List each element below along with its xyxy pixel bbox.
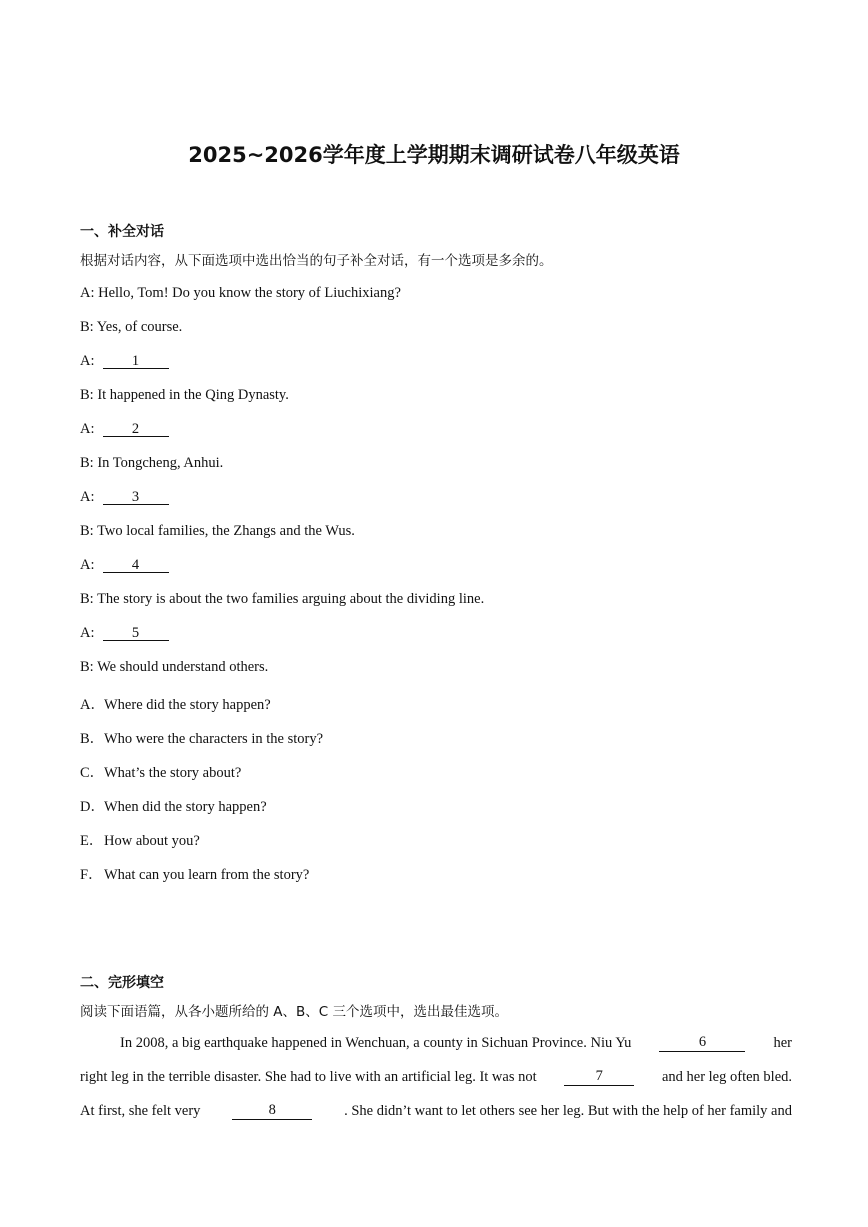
option-text: When did the story happen? [104, 799, 267, 815]
blank-8[interactable]: 8 [232, 1103, 312, 1120]
dialogue-line-blank [80, 557, 169, 574]
answer-blank-3[interactable]: 3 [103, 490, 169, 505]
dialogue-line: A: Hello, Tom! Do you know the story of Liuchixiang? [80, 285, 401, 301]
option-item [80, 727, 323, 748]
passage-text: In 2008, a big earthquake happened in Wenchuan, a county in Sichuan Province. Niu Yu [120, 1035, 632, 1051]
section-1-heading: 一、补全对话 [80, 224, 164, 240]
passage-text: right leg in the terrible disaster. She had to live with an artificial leg. It was not [80, 1069, 537, 1085]
option-item [80, 761, 241, 782]
speaker-label: A: [80, 489, 95, 505]
exam-title: 2025~2026学年度上学期期末调研试卷八年级英语 [188, 143, 680, 167]
option-letter: A． [80, 697, 105, 713]
answer-blank-1[interactable]: 1 [103, 354, 169, 369]
section-1-instruction: 根据对话内容，从下面选项中选出恰当的句子补全对话，有一个选项是多余的。 [80, 253, 553, 269]
option-letter: F． [80, 867, 103, 883]
dialogue-line: B: The story is about the two families arguing about the dividing line. [80, 591, 485, 607]
option-letter: E． [80, 833, 104, 849]
speaker-label: A: [80, 625, 95, 641]
answer-blank-2[interactable]: 2 [103, 422, 169, 437]
option-letter: C． [80, 765, 105, 781]
answer-blank-5[interactable]: 5 [103, 626, 169, 641]
section-2-heading: 二、完形填空 [80, 975, 164, 991]
dialogue-line-blank [80, 421, 169, 438]
section-2-instruction: 阅读下面语篇，从各小题所给的 A、B、C 三个选项中，选出最佳选项。 [80, 1004, 509, 1020]
passage-text: . She didn’t want to let others see her leg. But with the help of her family and [344, 1103, 792, 1119]
speaker-label: A: [80, 557, 95, 573]
dialogue-line-blank [80, 489, 169, 506]
option-letter: D． [80, 799, 105, 815]
passage-line-1 [80, 1035, 792, 1052]
option-letter: B． [80, 731, 105, 747]
speaker-label: A: [80, 421, 95, 437]
option-text: Who were the characters in the story? [104, 731, 324, 747]
passage-text: At first, she felt very [80, 1103, 201, 1119]
dialogue-line: B: Yes, of course. [80, 319, 183, 335]
dialogue-line-blank [80, 353, 169, 370]
option-item [80, 693, 271, 714]
passage-text: and her leg often bled. [661, 1069, 792, 1085]
blank-7[interactable]: 7 [564, 1069, 634, 1086]
option-text: How about you? [104, 833, 200, 849]
passage-line-3 [80, 1103, 792, 1120]
dialogue-line: B: Two local families, the Zhangs and the Wus. [80, 523, 355, 539]
passage-text: her [773, 1035, 792, 1051]
dialogue-line: B: In Tongcheng, Anhui. [80, 455, 224, 471]
speaker-label: A: [80, 353, 95, 369]
dialogue-line-blank [80, 625, 169, 642]
passage-line-2 [80, 1069, 792, 1086]
option-item [80, 795, 267, 816]
dialogue-line: B: It happened in the Qing Dynasty. [80, 387, 289, 403]
option-text: What can you learn from the story? [104, 867, 310, 883]
option-text: What’s the story about? [104, 765, 242, 781]
option-item [80, 863, 309, 884]
answer-blank-4[interactable]: 4 [103, 558, 169, 573]
option-text: Where did the story happen? [104, 697, 271, 713]
option-item [80, 829, 200, 850]
dialogue-line: B: We should understand others. [80, 659, 269, 675]
blank-6[interactable]: 6 [659, 1035, 745, 1052]
